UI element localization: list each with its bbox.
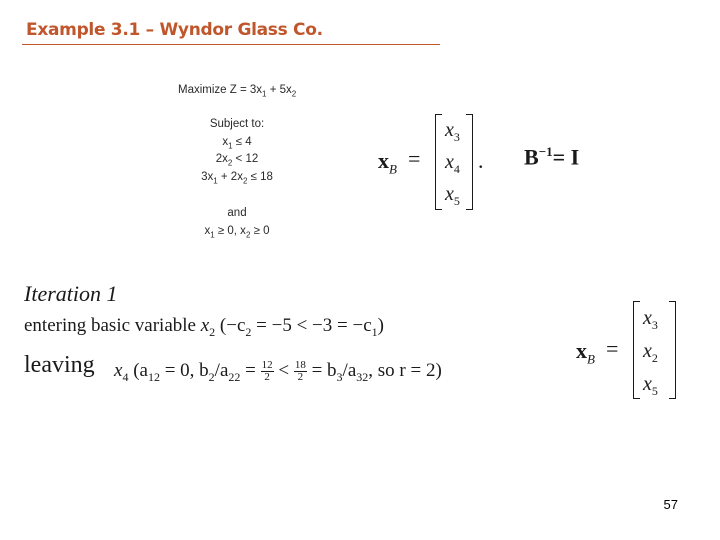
new-basis-entry-x2: $x_2$: [643, 340, 658, 365]
slide-title: Example 3.1 – Wyndor Glass Co.: [26, 20, 323, 40]
inverse-basis-equation: $B^{-1}= I$: [524, 144, 580, 170]
vector-bracket-left-new: [633, 301, 640, 399]
equals-sign-new: =: [606, 336, 619, 361]
constraint-3: $3x_1 + 2x_2 \le 18$: [201, 171, 273, 186]
equals-sign-initial: =: [408, 146, 421, 171]
xb-label-new: $x_B$: [576, 338, 595, 367]
fraction-12-over-2: $\frac{12}{2}$: [261, 359, 273, 384]
new-basis-entry-x3: $x_3$: [643, 307, 658, 332]
subject-to-label: Subject to:: [209, 118, 265, 130]
page-number: 57: [663, 497, 678, 512]
entering-variable-line: entering basic variable $x_2$ $(-c_2 = -5 < -3 = -c_1)$: [24, 315, 384, 339]
leaving-word: leaving: [24, 352, 95, 378]
title-underline: [22, 44, 440, 45]
vector-bracket-right-initial: [466, 114, 473, 210]
vector-bracket-right-new: [669, 301, 676, 399]
vector-bracket-left-initial: [435, 114, 442, 210]
iteration-heading: Iteration 1: [24, 281, 118, 306]
leaving-variable-line: $x_4$ ($a_{12} = 0$, $b_2/a_{22}$ = $\frac{12}{2}$ < $\frac{18}{2}$ = $b_3/a_{32}$, so r = 2): [114, 359, 442, 384]
constraint-1: $x_1 \le 4$: [222, 136, 252, 151]
basis-entry-x4: $x_4$: [445, 151, 460, 176]
constraint-2: $2x_2 < 12$: [215, 153, 259, 168]
xb-label-initial: $x_B$: [378, 148, 397, 177]
nonnegativity-constraint: $x_1 \ge 0$, $x_2 \ge 0$: [204, 225, 270, 240]
basis-entry-x3: $x_3$: [445, 119, 460, 144]
vector-period: .: [478, 148, 484, 173]
new-basis-entry-x5: $x_5$: [643, 373, 658, 398]
objective-function: Maximize $Z = 3x_1 + 5x_2$: [178, 84, 297, 99]
fraction-18-over-2: $\frac{18}{2}$: [294, 359, 306, 384]
basis-entry-x5: $x_5$: [445, 183, 460, 208]
and-label: and: [227, 207, 247, 219]
